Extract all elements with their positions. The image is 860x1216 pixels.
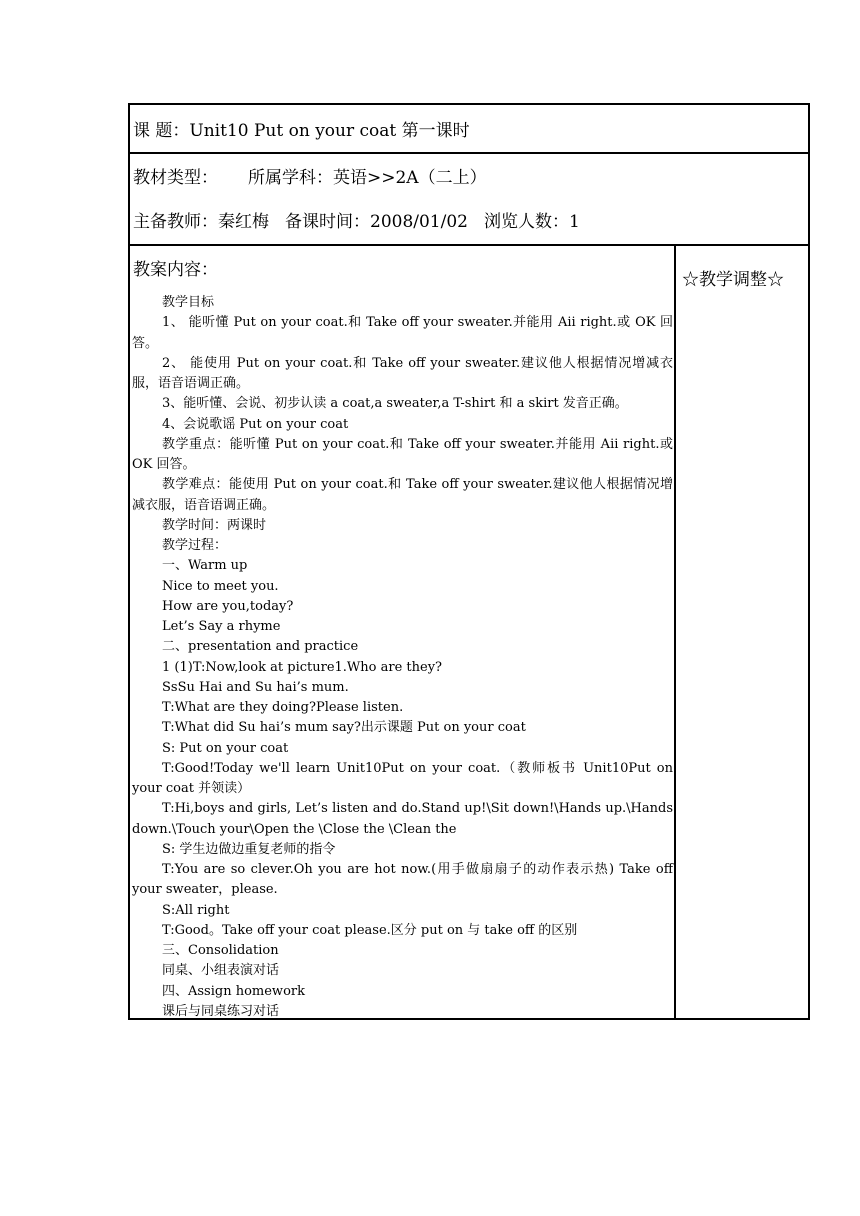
body-line: 教学时间：两课时 xyxy=(162,517,267,533)
subject-text: 所属学科：英语>>2A（二上） xyxy=(248,168,487,188)
body-line: S:All right xyxy=(162,902,230,918)
content-row xyxy=(130,246,808,1018)
body-line: T:Good!Today we'll learn Unit10Put on your coat.（教师板书 Unit10Put on your coat 并领读） xyxy=(132,760,673,796)
body-line: 教学重点：能听懂 Put on your coat.和 Take off your sweater.并能用 Aii right.或 OK 回答。 xyxy=(132,436,673,472)
body-line: 1、 能听懂 Put on your coat.和 Take off your sweater.并能用 Aii right.或 OK 回答。 xyxy=(132,315,673,351)
body-line: 二、presentation and practice xyxy=(162,639,359,655)
body-line: 四、Assign homework xyxy=(162,983,305,999)
lesson-title: 课 题：Unit10 Put on your coat 第一课时 xyxy=(133,121,470,141)
lesson-plan-table xyxy=(128,103,810,1020)
teacher-text: 主备教师：秦红梅 xyxy=(133,212,269,232)
material-label: 教材类型： xyxy=(133,168,218,188)
body-line: 同桌、小组表演对话 xyxy=(162,963,280,979)
material-line xyxy=(133,168,487,188)
body-line: Let’s Say a rhyme xyxy=(162,619,281,634)
content-label: 教案内容： xyxy=(133,260,218,280)
adjust-cell xyxy=(676,246,808,1018)
body-line: Nice to meet you. xyxy=(162,578,279,594)
body-line: 2、 能使用 Put on your coat.和 Take off your sweater.建议他人根据情况增减衣服，语音语调正确。 xyxy=(132,355,673,391)
teacher-line xyxy=(133,212,580,232)
views-text: 浏览人数：1 xyxy=(483,212,580,232)
body-line: S: 学生边做边重复老师的指令 xyxy=(162,841,336,857)
body-line: 一、Warm up xyxy=(162,558,248,574)
time-text: 备课时间：2008/01/02 xyxy=(285,212,468,232)
body-line: SsSu Hai and Su hai’s mum. xyxy=(162,679,349,695)
body-line: T:What did Su hai’s mum say?出示课题 Put on your coat xyxy=(162,720,526,736)
info-row xyxy=(130,154,808,246)
body-line: S: Put on your coat xyxy=(162,740,289,756)
body-line: T:You are so clever.Oh you are hot now.(用手做扇扇子的动作表示热) Take off your sweater，please. xyxy=(132,862,673,898)
content-cell xyxy=(130,246,676,1018)
lesson-body xyxy=(132,293,673,1022)
body-line: T:What are they doing?Please listen. xyxy=(162,700,404,715)
body-line: 1 (1)T:Now,look at picture1.Who are they? xyxy=(162,659,443,675)
body-line: 三、Consolidation xyxy=(162,943,279,958)
body-line: 教学目标 xyxy=(162,295,215,310)
body-line: T:Good。Take off your coat please.区分 put on 与 take off 的区别 xyxy=(162,922,578,938)
body-line: How are you,today? xyxy=(162,598,294,614)
body-line: 教学难点：能使用 Put on your coat.和 Take off your sweater.建议他人根据情况增减衣服，语音语调正确。 xyxy=(132,477,673,513)
adjust-label: ☆教学调整☆ xyxy=(682,270,784,290)
body-line: 课后与同桌练习对话 xyxy=(162,1003,280,1019)
body-line: T:Hi,boys and girls, Let’s listen and do.Stand up!\Sit down!\Hands up.\Hands down.\Touch your\Open the \Close the \Clean the xyxy=(132,801,673,837)
body-line: 3、能听懂、会说、初步认读 a coat,a sweater,a T-shirt 和 a skirt 发音正确。 xyxy=(162,396,628,412)
title-row xyxy=(130,105,808,154)
body-line: 4、会说歌谣 Put on your coat xyxy=(162,416,349,432)
body-line: 教学过程： xyxy=(162,538,228,553)
